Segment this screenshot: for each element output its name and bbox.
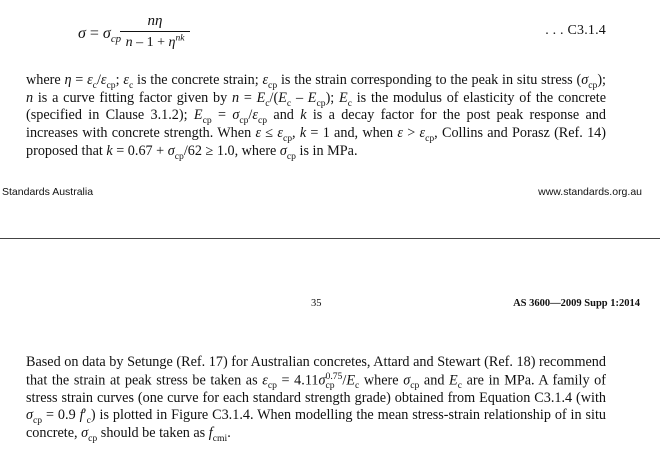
paragraph-1: where $\eta = \varepsilon_c/\varepsilon_{cp}$; $\varepsilon_c$ is the concrete strain; $\varepsilon_{cp}$ is the strain corresponding to the peak in situ stress $(\sigma_{cp})$; n is a curve fitting factor given by $n = E_c/(E_c - E_{cp})$; $E_c$ is the modulus of elasticity of the concrete (specified in Clause 3.1.2); $E_{cp} = \sigma_{cp}/\varepsilon_{cp}$ and k is a decay factor for the post peak response and increases with concrete strength. When $\varepsilon \le \varepsilon_{cp}$, k = 1 and, when $\varepsilon > \varepsilon_{cp}$, Collins and Porasz (Ref. 14) proposed that $k = 0.67 + \sigma_{cp}/62 \ge 1.0$, where $\sigma_{cp}$ is in MPa. <box>26 72 607 162</box>
footer-website-link[interactable]: www.standards.org.au <box>538 186 642 198</box>
page-number: 35 <box>311 298 322 309</box>
footer-publisher: Standards Australia <box>2 186 94 198</box>
equation-denominator: $n - 1 + \eta^{nk}$ <box>125 33 185 50</box>
document-id: AS 3600—2009 Supp 1:2014 <box>513 298 640 309</box>
equation-row <box>0 10 660 56</box>
fraction-bar <box>120 31 190 32</box>
paragraph-2: Based on data by Setunge (Ref. 17) for Australian concretes, Attard and Stewart (Ref. 18) recommend that the strain at peak stress be taken as $\varepsilon_{cp} = 4.11\sigma$ 0.75 cp $/E_c$ where $\sigma_{cp}$ and $E_c$ are in MPa. A family of stress strain curves (one curve for each standard strength grade) obtained from Equation C3.1.4 (with $\sigma_{cp} = 0.9$ $f'_c$) is plotted in Figure C3.1.4. When modelling the mean stress-strain relationship of in situ concrete, $\sigma_{cp}$ should be taken as $f_{cmi}$. <box>26 354 606 444</box>
page-divider <box>0 238 660 239</box>
equation-number: . . . C3.1.4 <box>545 23 606 38</box>
equation-lhs: $\sigma = \sigma_{cp}$ <box>78 25 122 46</box>
equation-fraction <box>120 12 190 52</box>
equation-numerator: nη <box>147 13 163 29</box>
